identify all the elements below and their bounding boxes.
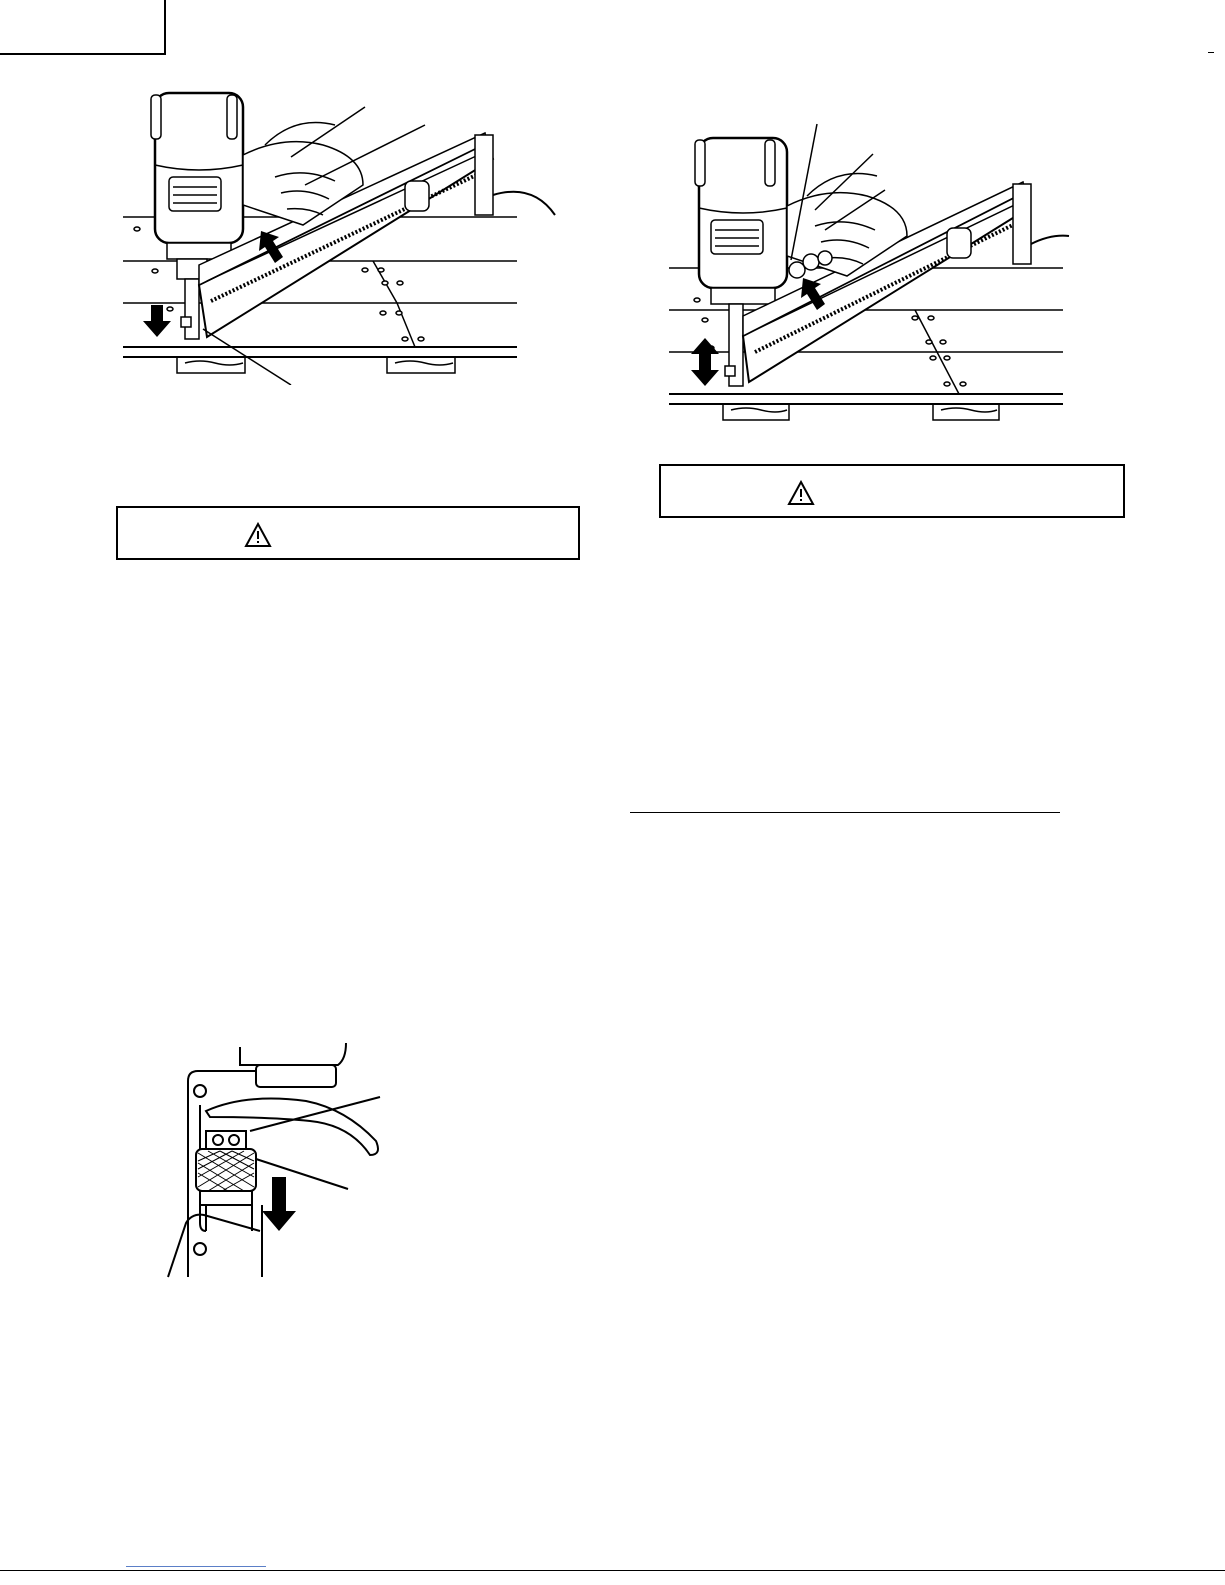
section-divider (630, 812, 1060, 813)
warning-box-2 (659, 464, 1125, 518)
contact-actuation-illustration (115, 85, 565, 385)
sequential-actuation-illustration (665, 120, 1075, 430)
warning-triangle-icon (787, 480, 815, 506)
air-coupler-illustration (160, 1035, 390, 1285)
margin-mark (1208, 52, 1214, 53)
footer-link-underline (126, 1566, 266, 1567)
warning-box-1 (116, 506, 580, 560)
page-number-tab (0, 0, 166, 55)
footer-rule (0, 1570, 1225, 1571)
warning-triangle-icon (244, 522, 272, 548)
